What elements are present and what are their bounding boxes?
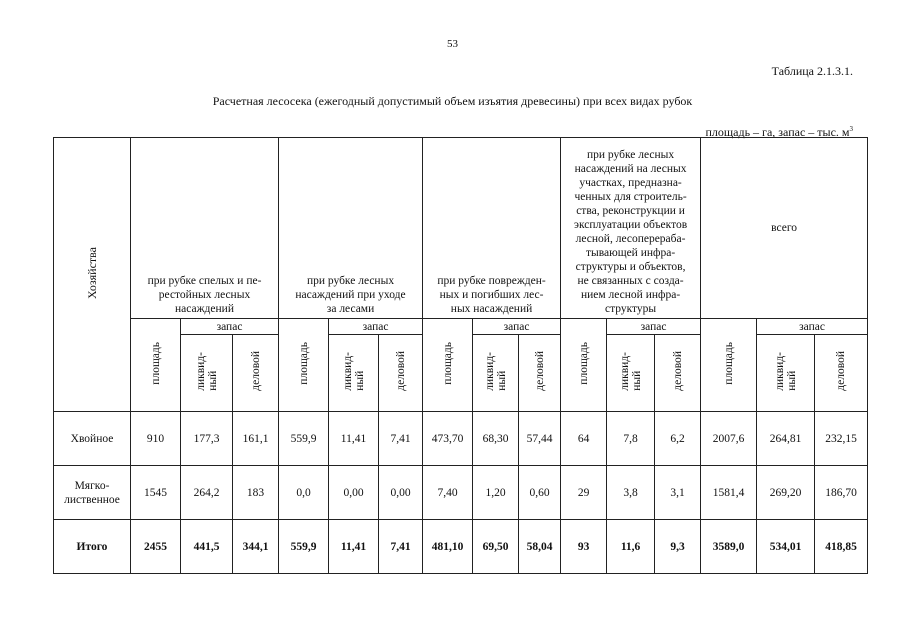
table-cell: 69,50 <box>473 520 519 574</box>
table-cell: 473,70 <box>423 412 473 466</box>
header-group-damaged: при рубке поврежден- ных и погибших лес- ных насаждений <box>423 138 561 319</box>
table-cell: 93 <box>561 520 607 574</box>
table-cell: 11,6 <box>607 520 655 574</box>
table-cell: 1545 <box>131 466 181 520</box>
table-cell: 57,44 <box>519 412 561 466</box>
table-title: Расчетная лесосека (ежегодный допустимый объем изъятия древесины) при всех видах рубок <box>212 94 693 108</box>
table-cell: 1581,4 <box>701 466 757 520</box>
header-group-mature: при рубке спелых и пе- рестойных лесных насаждений <box>131 138 279 319</box>
table-cell: 6,2 <box>655 412 701 466</box>
table-cell: 11,41 <box>329 412 379 466</box>
table-cell: 269,20 <box>757 466 815 520</box>
header-business: деловой <box>815 335 868 412</box>
table-cell: 441,5 <box>181 520 233 574</box>
table-cell: 534,01 <box>757 520 815 574</box>
table-cell: 264,81 <box>757 412 815 466</box>
header-area: площадь <box>131 319 181 412</box>
row-label: Хвойное <box>54 412 131 466</box>
table-cell: 29 <box>561 466 607 520</box>
header-group-total: всего <box>701 138 868 319</box>
header-area: площадь <box>561 319 607 412</box>
table-cell: 0,60 <box>519 466 561 520</box>
row-label: Итого <box>54 520 131 574</box>
table-cell: 264,2 <box>181 466 233 520</box>
table-cell: 2455 <box>131 520 181 574</box>
table-cell: 186,70 <box>815 466 868 520</box>
header-liquid: ликвид- ный <box>473 335 519 412</box>
table-row <box>54 466 868 520</box>
table-cell: 9,3 <box>655 520 701 574</box>
header-farm: Хозяйства <box>54 138 131 412</box>
table-cell: 58,04 <box>519 520 561 574</box>
page-number: 53 <box>447 38 458 50</box>
table-cell: 418,85 <box>815 520 868 574</box>
table-cell: 1,20 <box>473 466 519 520</box>
header-group-construction: при рубке лесных насаждений на лесных участках, предназна- ченных для строитель- ства, реконструкции и эксплуатации объектов лесной, лесоперераба- тывающей инфра- структуры и объектов, не связанных с созда- нием лесной инфра- структуры <box>561 138 701 319</box>
table-cell: 3589,0 <box>701 520 757 574</box>
table-cell: 0,00 <box>329 466 379 520</box>
table-cell: 2007,6 <box>701 412 757 466</box>
header-area: площадь <box>423 319 473 412</box>
table-cell: 559,9 <box>279 412 329 466</box>
header-business: деловой <box>379 335 423 412</box>
table-cell: 3,1 <box>655 466 701 520</box>
header-business: деловой <box>519 335 561 412</box>
table-cell: 7,41 <box>379 412 423 466</box>
table-cell: 183 <box>233 466 279 520</box>
table-cell: 7,40 <box>423 466 473 520</box>
table-cell: 559,9 <box>279 520 329 574</box>
table-cell: 68,30 <box>473 412 519 466</box>
table-cell: 7,8 <box>607 412 655 466</box>
header-area: площадь <box>279 319 329 412</box>
table-cell: 161,1 <box>233 412 279 466</box>
table-cell: 64 <box>561 412 607 466</box>
table-cell: 0,00 <box>379 466 423 520</box>
table-cell: 481,10 <box>423 520 473 574</box>
units-text: площадь – га, запас – тыс. м <box>705 125 850 139</box>
total-row <box>54 520 868 574</box>
table-cell: 11,41 <box>329 520 379 574</box>
table-cell: 232,15 <box>815 412 868 466</box>
header-liquid: ликвид- ный <box>607 335 655 412</box>
header-stock: запас <box>329 319 423 335</box>
header-stock: запас <box>757 319 868 335</box>
table-cell: 7,41 <box>379 520 423 574</box>
header-liquid: ликвид- ный <box>181 335 233 412</box>
header-area: площадь <box>701 319 757 412</box>
header-group-care: при рубке лесных насаждений при уходе за лесами <box>279 138 423 319</box>
header-stock: запас <box>607 319 701 335</box>
header-liquid: ликвид- ный <box>329 335 379 412</box>
table-cell: 344,1 <box>233 520 279 574</box>
table-cell: 177,3 <box>181 412 233 466</box>
header-stock: запас <box>181 319 279 335</box>
table-cell: 3,8 <box>607 466 655 520</box>
header-business: деловой <box>233 335 279 412</box>
header-liquid: ликвид- ный <box>757 335 815 412</box>
units-superscript: 3 <box>849 125 853 133</box>
header-stock: запас <box>473 319 561 335</box>
row-label: Мягко- лиственное <box>54 466 131 520</box>
table-cell: 0,0 <box>279 466 329 520</box>
table-row <box>54 412 868 466</box>
table-cell: 910 <box>131 412 181 466</box>
lesoseka-table <box>53 137 868 574</box>
header-business: деловой <box>655 335 701 412</box>
table-number: Таблица 2.1.3.1. <box>771 64 853 78</box>
